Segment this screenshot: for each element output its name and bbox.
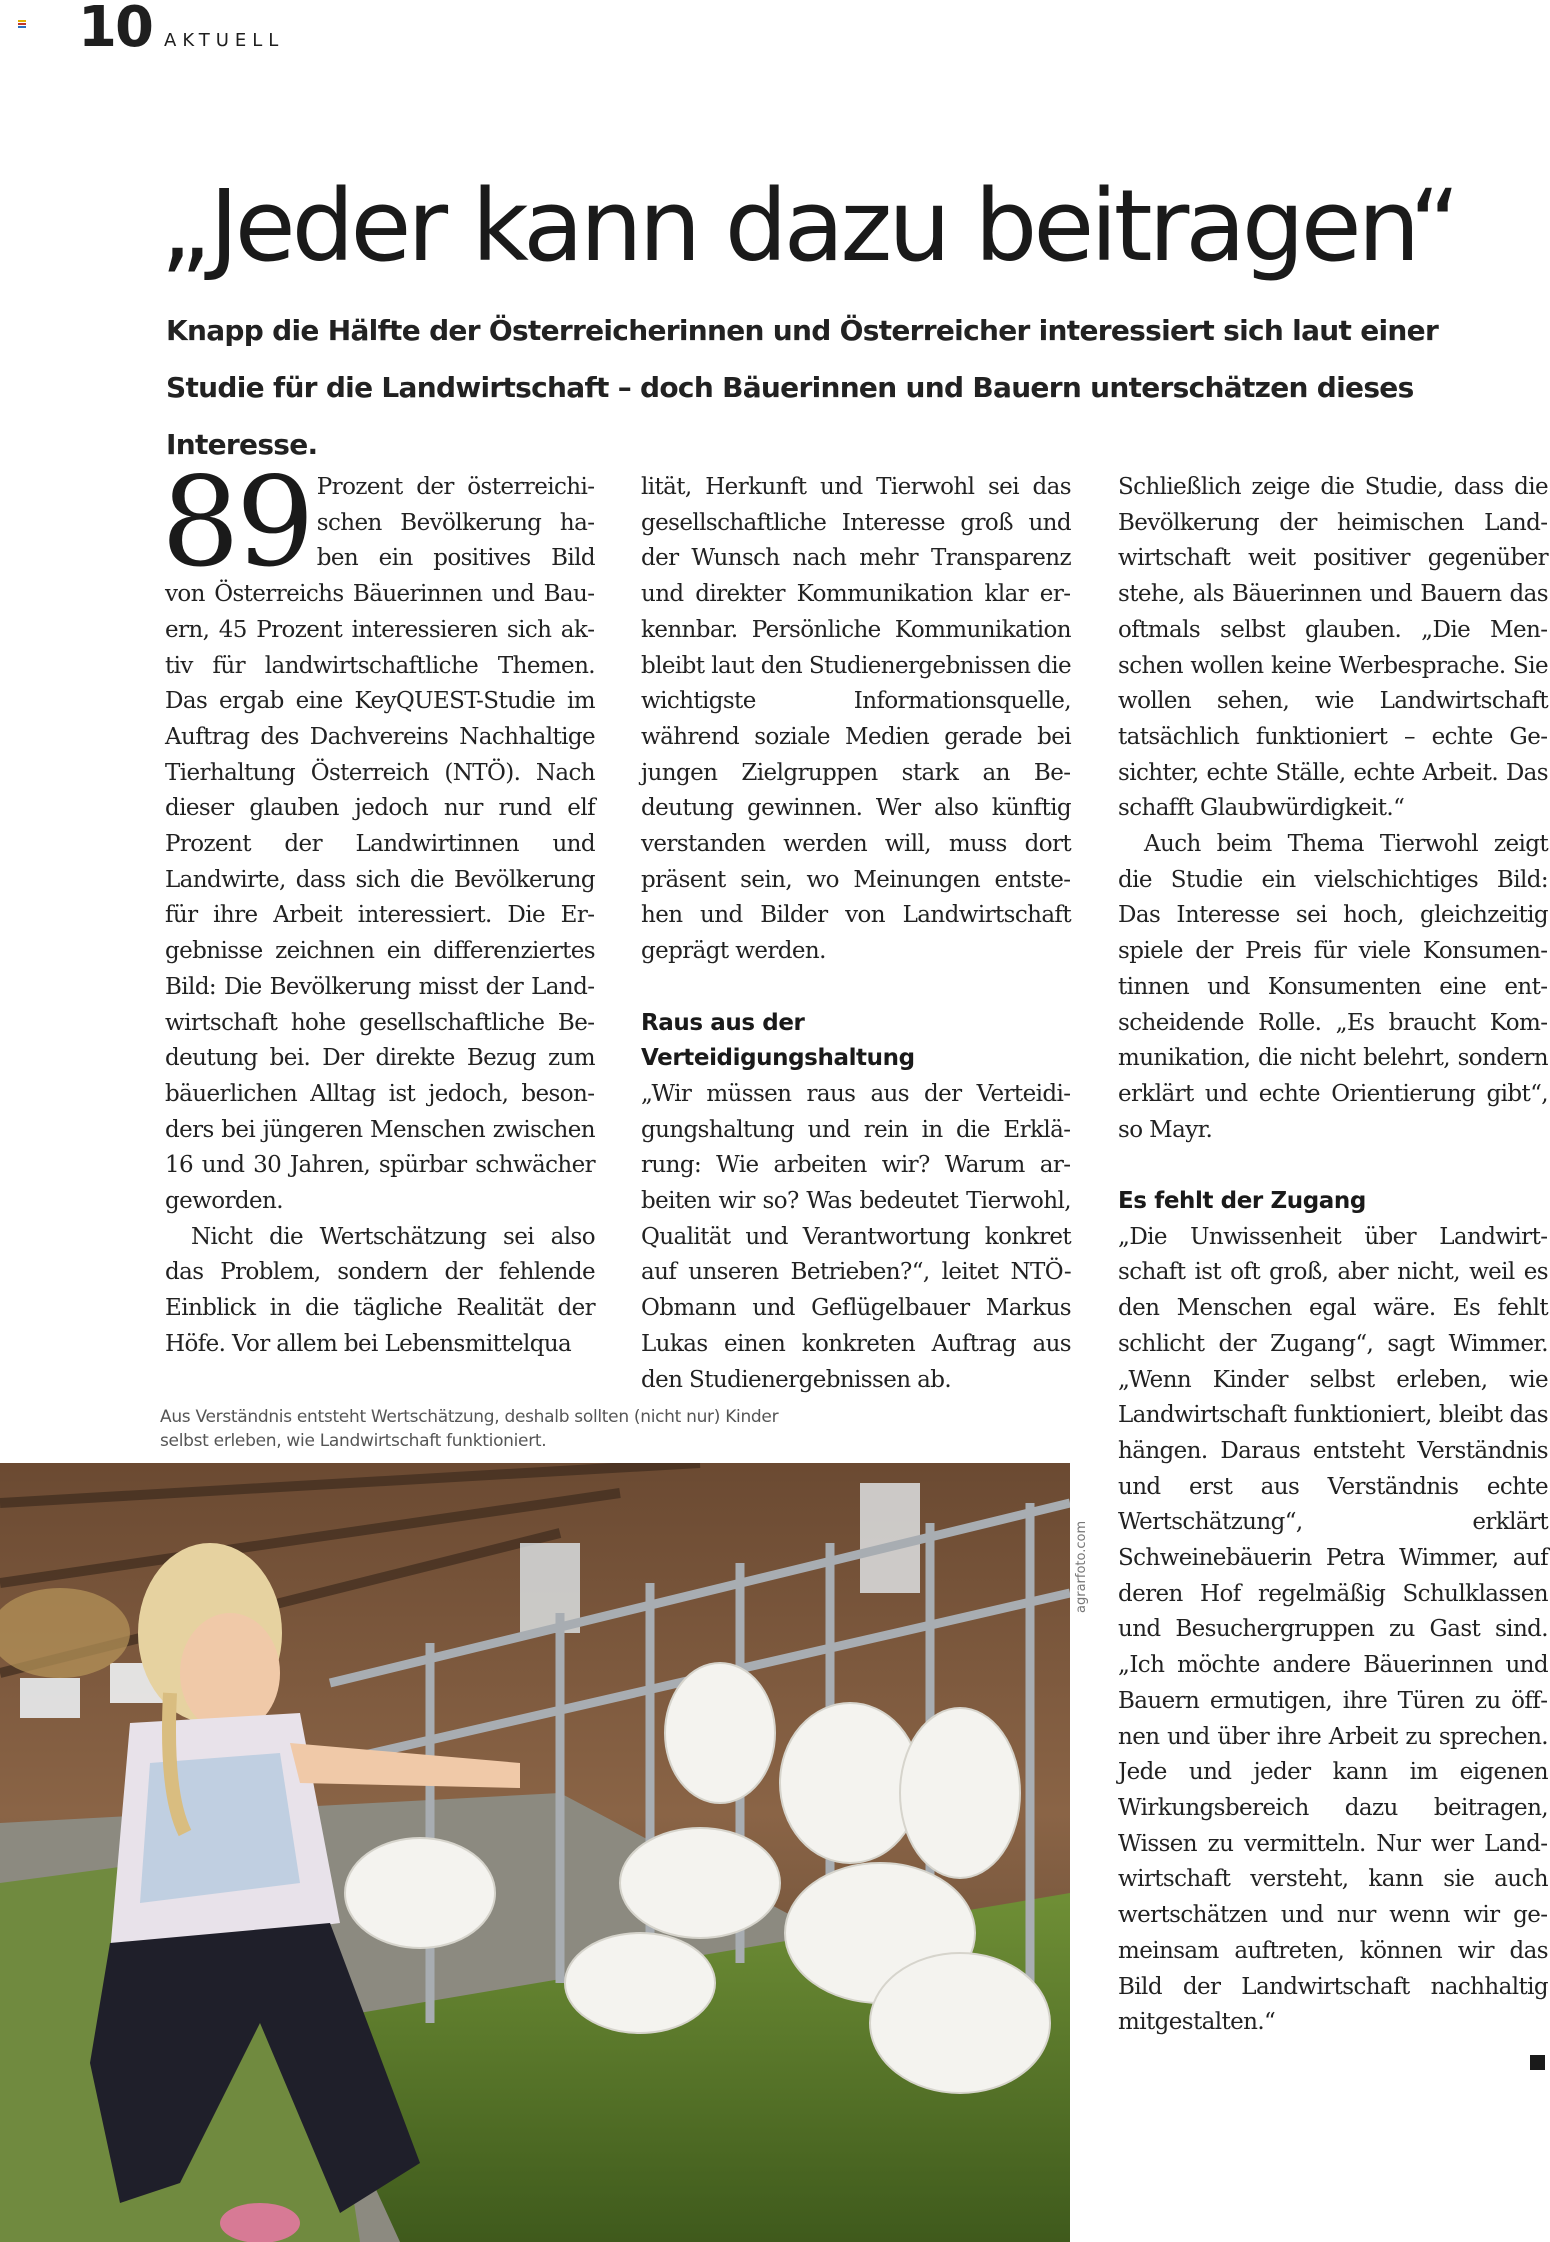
paragraph: [161, 451, 595, 1220]
paragraph: lität, Herkunft und Tierwohl sei das gesellschaftliche Interesse groß und der Wunsch nach mehr Transparenz und direkter Kommunikation klar erkennbar. Persönliche Kommunikation bleibt laut den Studienergebnissen die wichtigste Informationsquelle, während soziale Medien gerade bei jungen Zielgruppen stark an Bedeutung gewinnen. Wer also künftig verstanden werden will, muss dort präsent sein, wo Meinungen entstehen und Bilder von Landwirtschaft geprägt werden.: [641, 474, 1071, 965]
article-column-1: [161, 451, 595, 1363]
subheading: Es fehlt der Zugang: [1118, 1188, 1366, 1215]
subheading: Raus aus der Verteidigungshaltung: [641, 1009, 915, 1072]
photo-caption: Aus Verständnis entsteht Wertschätzung, deshalb sollten (nicht nur) Kinder selbst erleben, wie Landwirtschaft funktioniert.: [160, 1407, 779, 1451]
paragraph: „Wir müssen raus aus der Verteidigungshaltung und rein in die Erklärung: Wie arbeiten wir? Warum arbeiten wir so? Was bedeutet Tierwohl, Qualität und Verantwortung konkret auf unseren Betrieben?“, leitet NTÖ-Obmann und Geflügelbauer Markus Lukas einen konkreten Auftrag aus den Studienergebnissen ab.: [641, 1080, 1071, 1393]
drop-cap: 89: [161, 451, 311, 595]
article-column-2: [641, 470, 1071, 1398]
section-label: AKTUELL: [164, 30, 285, 51]
paragraph-text: Prozent der österreichischen Bevölkerung haben ein positives Bild von Österreichs Bäuerinnen und Bauern, 45 Prozent interessieren sich aktiv für landwirtschaftliche Themen. Das ergab eine KeyQUEST-Studie im Auftrag des Dachvereins Nachhaltige Tierhaltung Österreich (NTÖ). Nach dieser glauben jedoch nur rund elf Prozent der Landwirtinnen und Landwirte, dass sich die Bevölkerung für ihre Arbeit interessiert. Die Ergebnisse zeichnen ein differenziertes Bild: Die Bevölkerung misst der Landwirtschaft hohe gesellschaftliche Bedeutung bei. Der direkte Bezug zum bäuerlichen Alltag ist jedoch, besonders bei jüngeren Menschen zwischen 16 und 30 Jahren, spürbar schwächer geworden.: [165, 474, 595, 1215]
paragraph: „Die Unwissenheit über Landwirtschaft ist oft groß, aber nicht, weil es den Menschen egal wäre. Es fehlt schlicht der Zugang“, sagt Wimmer. „Wenn Kinder selbst erleben, wie Landwirtschaft funktioniert, bleibt das hängen. Daraus entsteht Verständnis und erst aus Verständnis echte Wertschätzung“, erklärt Schweinebäuerin Petra Wimmer, auf deren Hof regelmäßig Schulklassen und Besuchergruppen zu Gast sind. „Ich möchte andere Bäuerinnen und Bauern ermutigen, ihre Türen zu öffnen und über ihre Arbeit zu sprechen. Jede und jeder kann im eigenen Wirkungsbereich dazu beitragen, Wissen zu vermitteln. Nur wer Landwirtschaft versteht, kann sie auch wertschätzen und nur wenn wir gemeinsam auftreten, können wir das Bild der Landwirtschaft nachhaltig mitgestalten.“: [1118, 1223, 1548, 2036]
paragraph: Schließlich zeige die Studie, dass die Bevölkerung der heimischen Landwirtschaft weit positiver gegenüber stehe, als Bäuerinnen und Bauern das oftmals selbst glauben. „Die Menschen wollen keine Werbesprache. Sie wollen sehen, wie Landwirtschaft tatsächlich funktioniert – echte Gesichter, echte Ställe, echte Arbeit. Das schafft Glaubwürdigkeit.“: [1118, 474, 1548, 822]
headline: „Jeder kann dazu beitragen“: [160, 169, 1457, 284]
photo-credit: agrarfoto.com: [1074, 1520, 1089, 1613]
end-mark-icon: [1530, 2055, 1545, 2070]
color-bar-icon: [18, 20, 26, 28]
article-column-3: [1118, 470, 1548, 2041]
page-number: 10: [78, 0, 152, 60]
lead-paragraph: Knapp die Hälfte der Österreicherinnen und Österreicher interessiert sich laut einer Studie für die Landwirtschaft – doch Bäuerinnen und Bauern unterschätzen dieses Interesse.: [166, 314, 1439, 461]
paragraph: Auch beim Thema Tierwohl zeigt die Studie ein vielschichtiges Bild: Das Interesse sei hoch, gleichzeitig spiele der Preis für viele Konsumentinnen und Konsumenten eine entscheidende Rolle. „Es braucht Kommunikation, die nicht belehrt, sondern erklärt und echte Orientierung gibt“, so Mayr.: [1118, 831, 1548, 1143]
paragraph: Nicht die Wertschätzung sei also das Problem, sondern der fehlende Einblick in die tägliche Realität der Höfe. Vor allem bei Lebensmittelqua: [165, 1223, 595, 1357]
photo-girl-feeding-goats: [0, 1463, 1070, 2242]
photo-illustration: [0, 1463, 1070, 2242]
